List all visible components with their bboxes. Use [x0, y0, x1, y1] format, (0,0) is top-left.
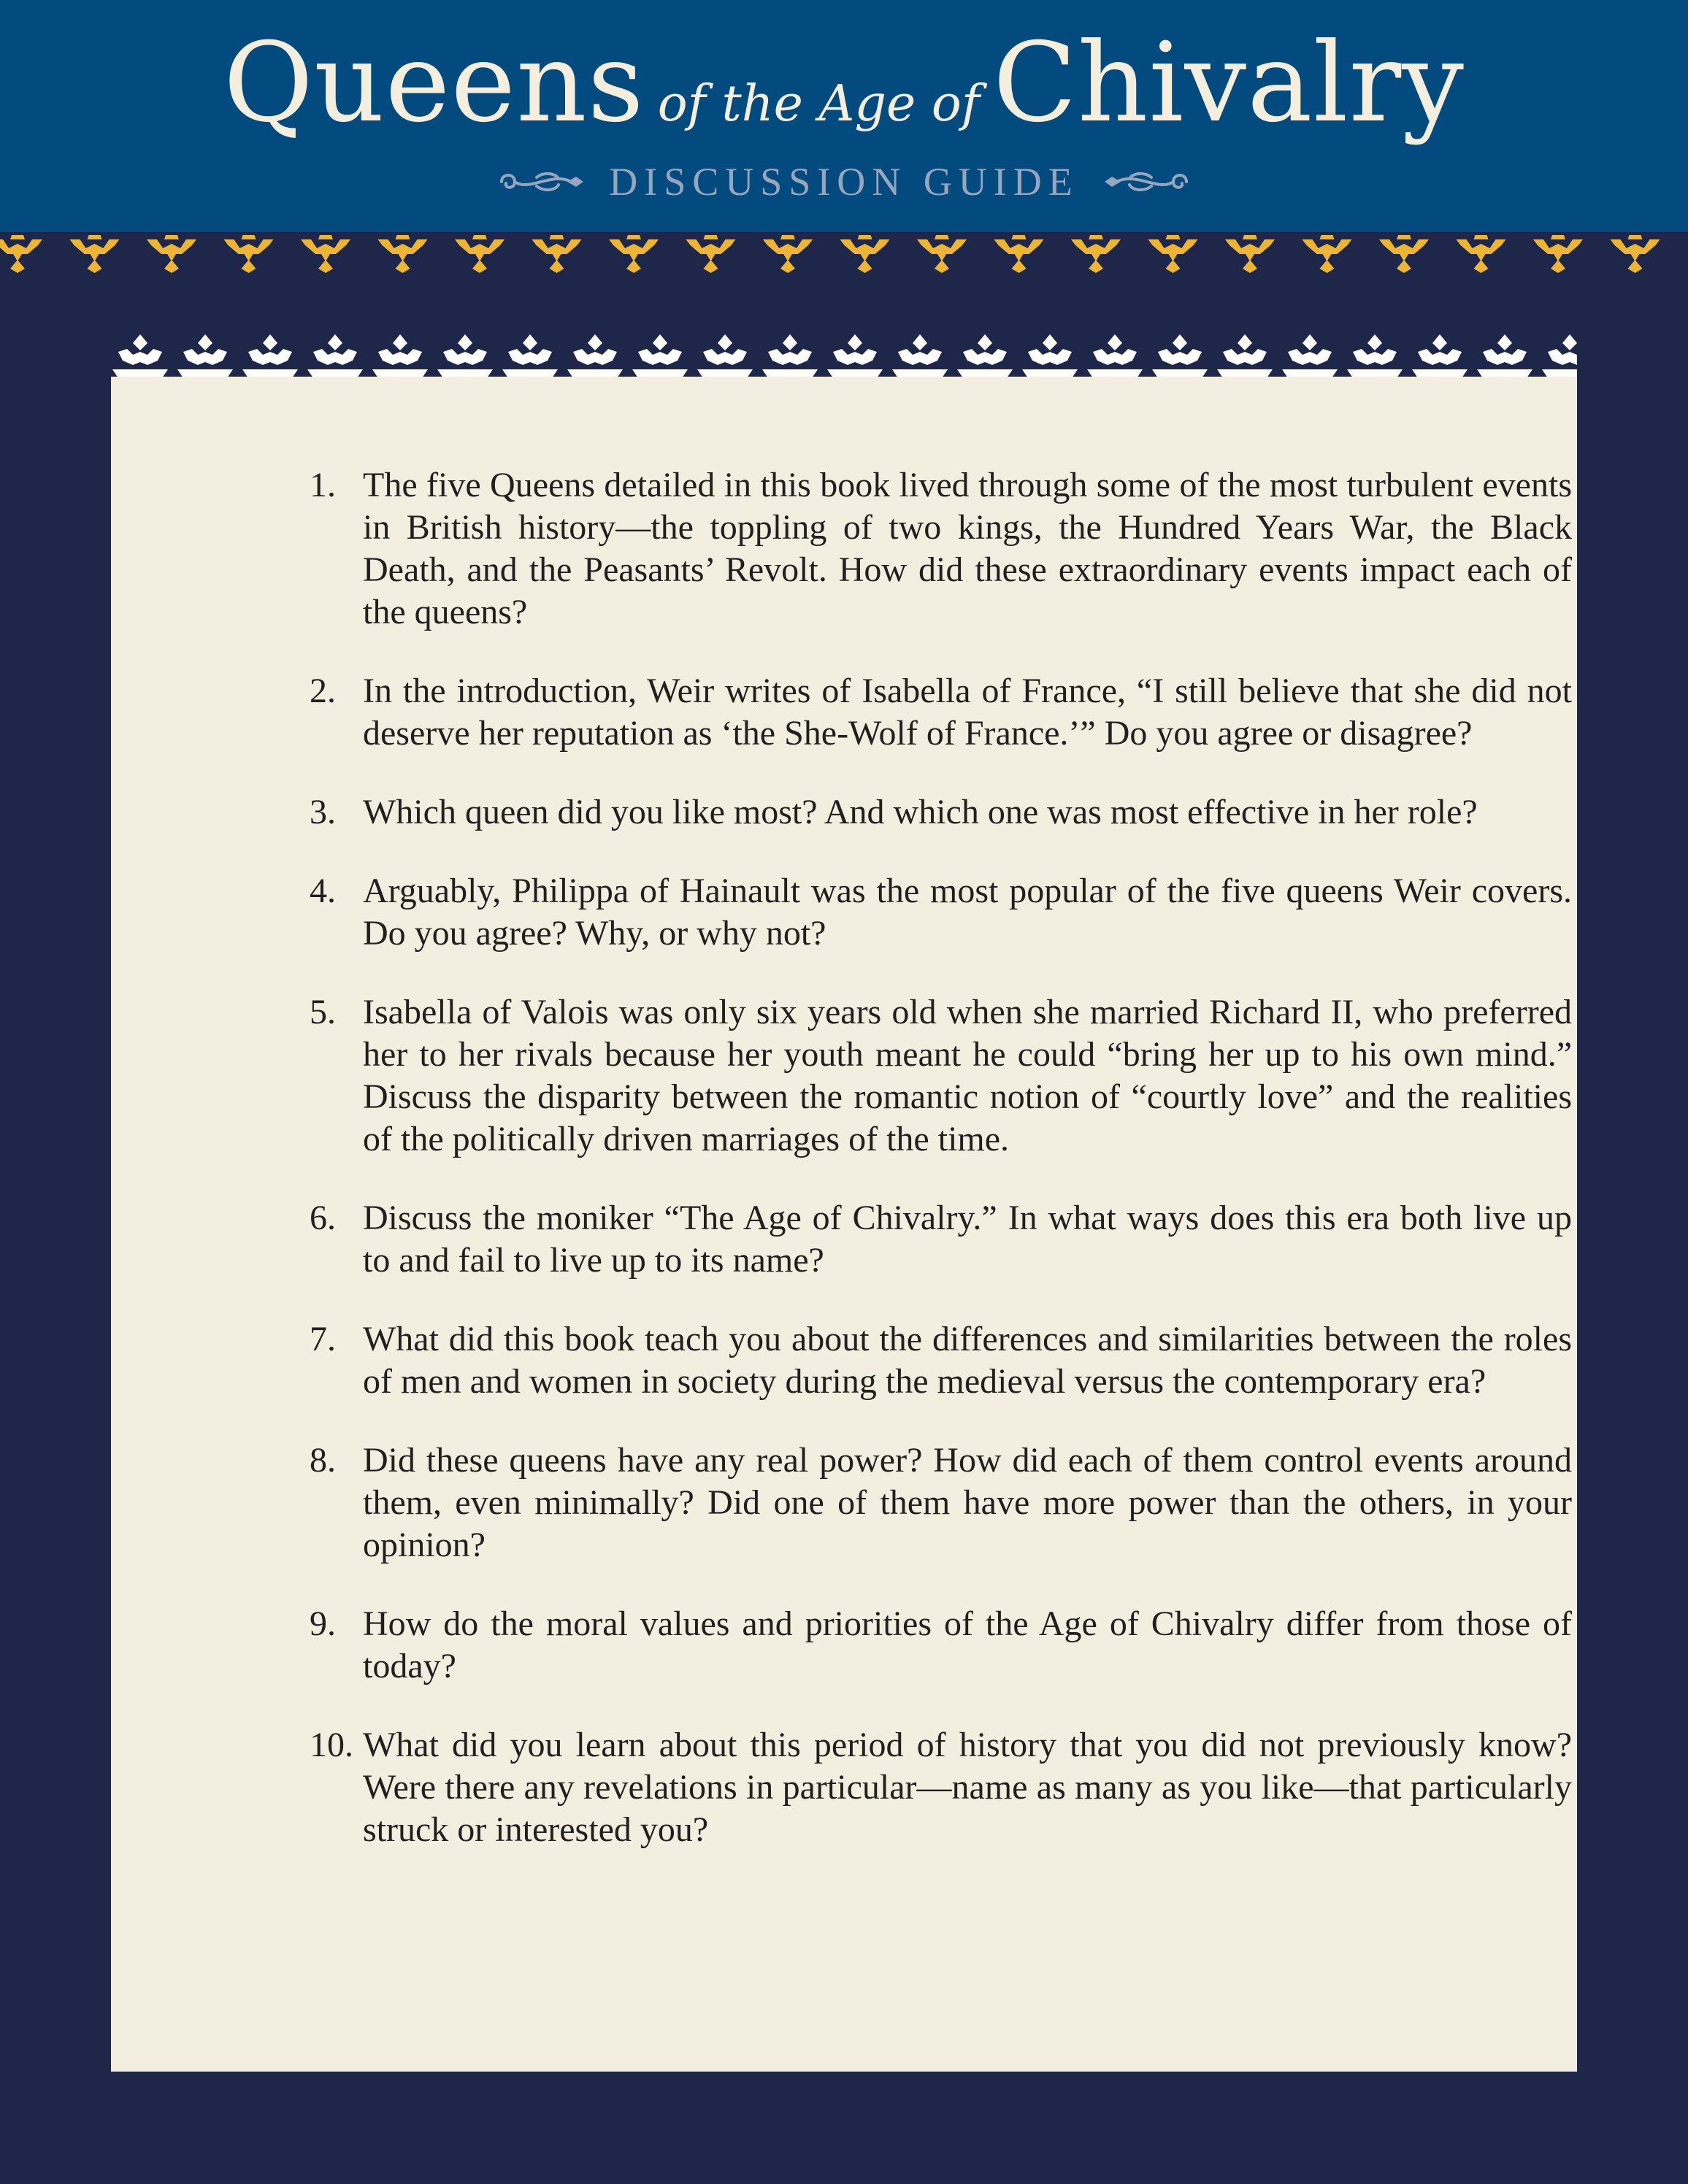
discussion-guide-subtitle: DISCUSSION GUIDE: [609, 160, 1079, 204]
gold-fleur-icon: [917, 235, 967, 273]
question-number: 1.: [310, 466, 336, 504]
white-fleur-icon: [1282, 334, 1338, 378]
question-item: [196, 1603, 1572, 1688]
white-fleur-icon: [1477, 334, 1532, 378]
questions-panel: [111, 377, 1577, 2072]
gold-fleur-icon: [1148, 235, 1198, 273]
white-fleur-icon: [632, 334, 688, 378]
question-number: 9.: [310, 1604, 336, 1643]
white-fleur-icon: [1152, 334, 1208, 378]
title-queens: Queens: [223, 20, 645, 147]
gold-fleur-icon: [1457, 235, 1506, 273]
white-fleur-icon: [1347, 334, 1403, 378]
gold-fleur-icon: [147, 235, 196, 273]
gold-fleur-icon: [763, 235, 813, 273]
gold-fleur-icon: [70, 235, 120, 273]
question-text: The five Queens detailed in this book lived through some of the most turbulent events in British history—the toppling of two kings, the Hundred Years War, the Black Death, and the Peasants’ Revolt. How did these extraordinary events impact each of the queens?: [363, 466, 1572, 631]
question-text: What did you learn about this period of history that you did not previously know? Were there any revelations in particular—name as many as you like—that particularly struck or interested you?: [363, 1726, 1572, 1849]
white-fleur-icon: [1412, 334, 1468, 378]
question-number: 5.: [310, 993, 336, 1031]
gold-fleur-border: [0, 232, 1688, 274]
gold-fleur-icon: [609, 235, 659, 273]
gold-fleur-icon: [0, 235, 42, 273]
gold-fleur-icon: [1379, 235, 1429, 273]
left-scroll-ornament-icon: [486, 167, 586, 196]
question-text: How do the moral values and priorities of the Age of Chivalry differ from those of today?: [363, 1604, 1572, 1685]
question-item: [196, 464, 1572, 634]
question-text: Which queen did you like most? And which one was most effective in her role?: [363, 793, 1478, 831]
white-fleur-icon: [112, 334, 168, 378]
gold-fleur-icon: [1533, 235, 1583, 273]
question-text: In the introduction, Weir writes of Isabella of France, “I still believe that she did not deserve her reputation as ‘the She-Wolf of France.’” Do you agree or disagree?: [363, 672, 1572, 753]
white-fleur-icon: [762, 334, 818, 378]
gold-fleur-icon: [1225, 235, 1275, 273]
white-fleur-icon: [1217, 334, 1273, 378]
title-connector: of the Age of: [657, 75, 981, 133]
white-fleur-icon: [697, 334, 753, 378]
subtitle-row: [0, 159, 1688, 204]
gold-fleur-icon: [994, 235, 1044, 273]
question-item: [196, 1318, 1572, 1403]
question-number: 2.: [310, 672, 336, 710]
white-fleur-icon: [437, 334, 493, 378]
gold-fleur-icon: [1303, 235, 1352, 273]
question-number: 3.: [310, 793, 336, 831]
question-text: What did this book teach you about the differences and similarities between the roles of men and women in society during the medieval versus the contemporary era?: [363, 1320, 1572, 1401]
question-item: [196, 670, 1572, 755]
right-scroll-ornament-icon: [1102, 167, 1202, 196]
question-text: Did these queens have any real power? How did each of them control events around them, even minimally? Did one of them have more power than the others, in your opinion?: [363, 1441, 1572, 1564]
gold-fleur-icon: [532, 235, 582, 273]
question-number: 4.: [310, 872, 336, 910]
gold-fleur-icon: [378, 235, 428, 273]
white-fleur-icon: [892, 334, 948, 378]
gold-fleur-icon: [1071, 235, 1121, 273]
white-fleur-icon: [177, 334, 233, 378]
white-fleur-icon: [567, 334, 623, 378]
white-fleur-icon: [827, 334, 883, 378]
question-number: 8.: [310, 1441, 336, 1480]
question-number: 10.: [310, 1726, 353, 1764]
white-fleur-border: [111, 333, 1577, 378]
question-number: 7.: [310, 1320, 336, 1358]
white-fleur-icon: [307, 334, 363, 378]
question-text: Discuss the moniker “The Age of Chivalry.” In what ways does this era both live up to and fail to live up to its name?: [363, 1199, 1572, 1280]
question-item: [196, 991, 1572, 1161]
white-motif-row: [112, 334, 1577, 378]
gold-fleur-icon: [455, 235, 505, 273]
gold-fleur-icon: [224, 235, 274, 273]
question-item: [196, 870, 1572, 955]
question-item: [196, 1439, 1572, 1566]
title-chivalry: Chivalry: [993, 20, 1465, 147]
white-fleur-icon: [372, 334, 428, 378]
gold-motif-row: [0, 235, 1660, 273]
white-fleur-icon: [957, 334, 1013, 378]
white-fleur-icon: [242, 334, 298, 378]
question-list: [196, 464, 1599, 1888]
question-number: 6.: [310, 1199, 336, 1237]
white-fleur-icon: [1022, 334, 1078, 378]
gold-fleur-icon: [686, 235, 736, 273]
gold-fleur-icon: [840, 235, 890, 273]
white-fleur-icon: [502, 334, 558, 378]
question-item: [196, 791, 1572, 834]
question-item: [196, 1724, 1572, 1851]
question-text: Arguably, Philippa of Hainault was the most popular of the five queens Weir covers. Do you agree? Why, or why not?: [363, 872, 1572, 953]
gold-fleur-icon: [1611, 235, 1660, 273]
gold-fleur-icon: [301, 235, 350, 273]
page-title: [0, 20, 1688, 147]
header-banner: [0, 0, 1688, 232]
white-fleur-icon: [1542, 334, 1577, 378]
question-text: Isabella of Valois was only six years old when she married Richard II, who preferred her to her rivals because her youth meant he could “bring her up to his own mind.” Discuss the disparity between the romantic notion of “courtly love” and the realities of the politically driven marriages of the time.: [363, 993, 1572, 1158]
white-fleur-icon: [1087, 334, 1143, 378]
question-item: [196, 1197, 1572, 1282]
